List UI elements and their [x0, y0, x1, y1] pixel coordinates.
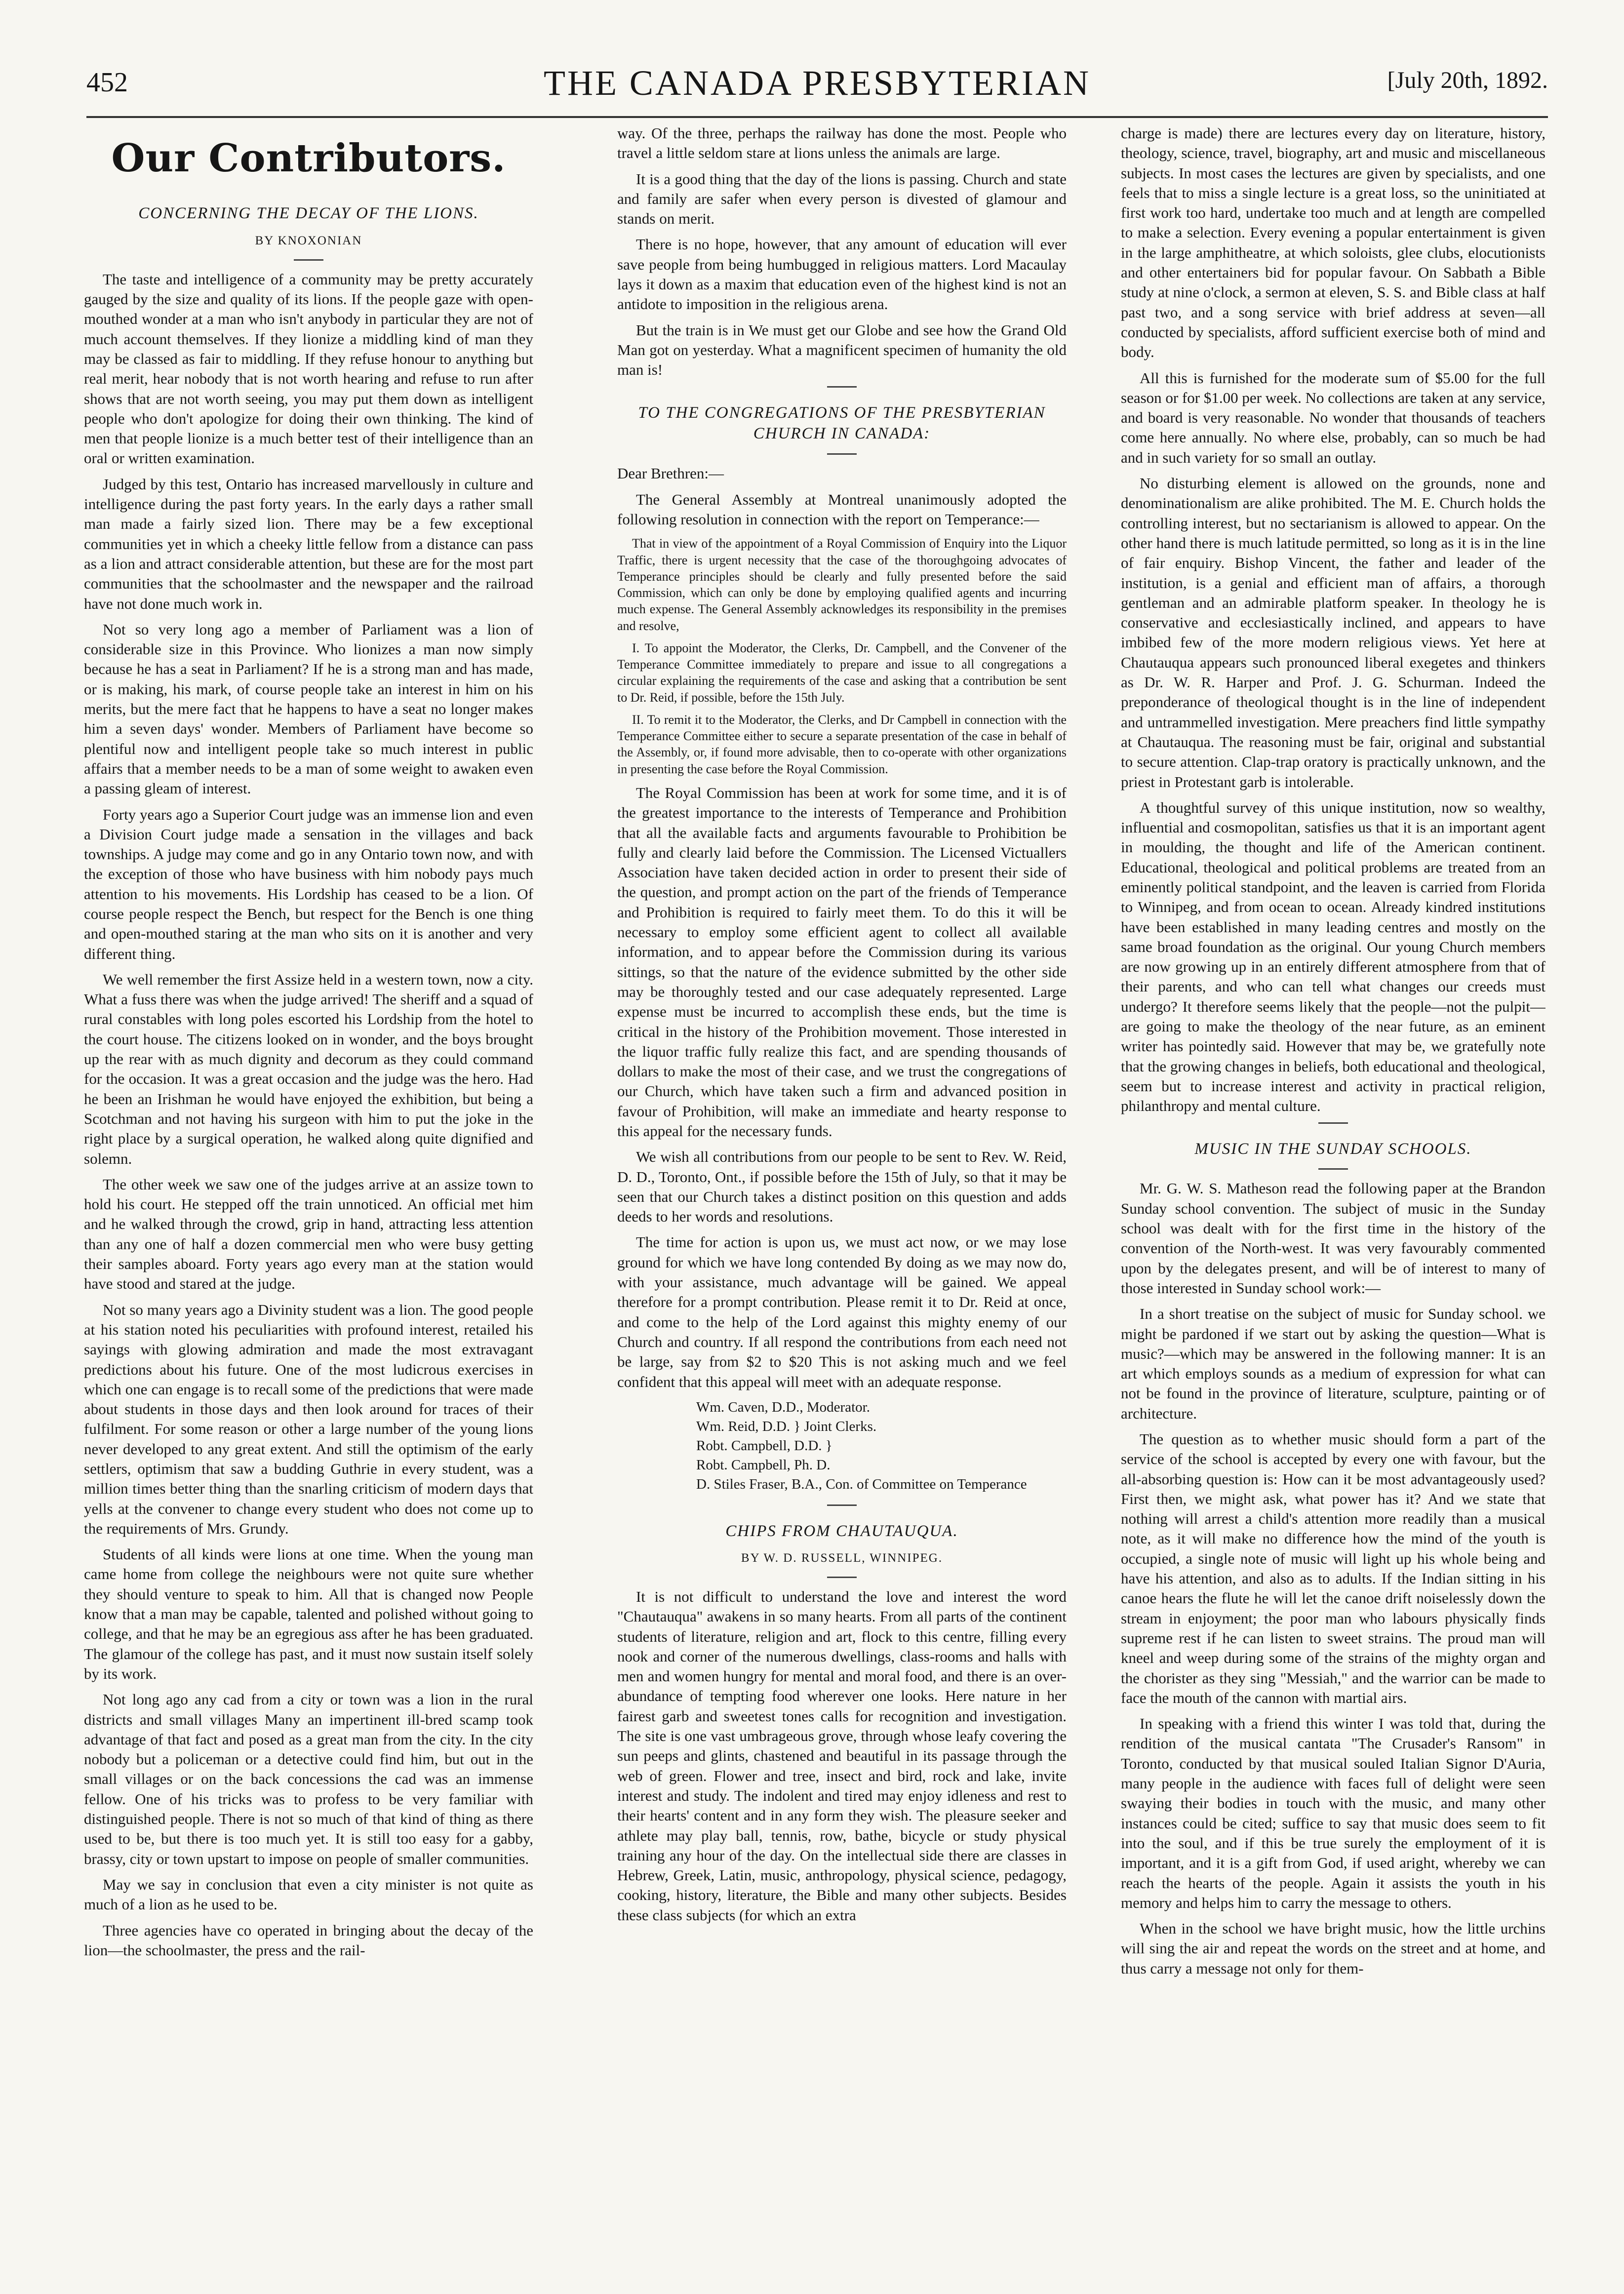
paragraph: In a short treatise on the subject of music for Sunday school. we might be pardoned if we start out by asking the question—What is music?—which may be answered in the following manner: It is an art which employs sounds as a medium of expression for what can not be found in the province of literature, sculpture, painting or of architecture. — [1121, 1305, 1545, 1422]
paragraph: way. Of the three, perhaps the railway has done the most. People who travel a little seldom stare at lions unless the animals are large. — [617, 124, 1067, 162]
column-2 — [617, 123, 1067, 2286]
article-title: CONCERNING THE DECAY OF THE LIONS. — [138, 204, 479, 223]
paragraph: We wish all contributions from our people to be sent to Rev. W. Reid, D. D., Toronto, Ont., if possible before the 15th of July, so that it may be seen that our Church takes a distinct position on this question and adds deeds to her words and resolutions. — [617, 1148, 1067, 1226]
paragraph: It is not difficult to understand the love and interest the word "Chautauqua" awakens in so many hearts. From all parts of the continent students of literature, religion and art, flock to this centre, filling every nook and corner of the numerous dwellings, class-rooms and halls with men and women hungry for mental and moral food, and there is an over-abundance of tempting food wherever one looks. Here nature in her fairest garb and sweetest tones calls for recognition and investigation. The site is one vast umbrageous grove, through whose leafy covering the sun peeps and glints, chastened and beautiful in its passage through the web of green. Flower and tree, insect and bird, rock and lake, invite interest and study. The indolent and tired may enjoy idleness and rest to their hearts' content and in any form they wish. The pleasure seeker and athlete may play ball, tennis, row, bathe, bicycle or study physical training any hour of the day. On the intellectual side there are classes in Hebrew, Greek, Latin, music, anthropology, physical science, pedagogy, cooking, history, literature, the Bible and many other subjects. Besides these class subjects (for which an extra — [617, 1587, 1067, 1924]
paragraph: The General Assembly at Montreal unanimously adopted the following resolution in connection with the report on Temperance:— — [617, 490, 1067, 528]
signature-line: Wm. Caven, D.D., Moderator. — [696, 1399, 870, 1415]
paragraph: There is no hope, however, that any amount of education will ever save people from being humbugged in religious matters. Lord Macaulay lays it down as a maxim that education even of the highest kind is not an antidote to imposition in the religious arena. — [617, 236, 1067, 313]
paragraph: When in the school we have bright music, how the little urchins will sing the air and repeat the words on the street and at home, and thus carry a message not only for them- — [1121, 1920, 1545, 1977]
divider — [1318, 1168, 1348, 1170]
paragraph: The time for action is upon us, we must act now, or we may lose ground for which we have long contended By doing as we may now do, with your assistance, much advantage will be gained. We appeal therefore for a prompt contribution. Please remit it to Dr. Reid at once, and come to the help of the Lord against this mighty enemy of our Church and country. If all respond the contributions from each need not be large, say from $2 to $20 This is not asking much and we feel confident that this appeal will meet with an adequate response. — [617, 1233, 1067, 1390]
paragraph: We well remember the first Assize held in a western town, now a city. What a fuss there was when the judge arrived! The sheriff and a squad of rural constables with long poles escorted his Lordship from the hotel to the court house. The citizens looked on in wonder, and the boys brought up the rear with as much dignity and decorum as they could command for the occasion. It was a great occasion and the judge was the hero. Had he been an Irishman he would have enjoyed the exhibition, but being a Scotchman and not having his surgeon with him to put the joke in the right place by a surgical operation, he walked along quite dignified and solemn. — [84, 970, 533, 1167]
article-byline: BY KNOXONIAN — [255, 234, 362, 248]
masthead-rule — [86, 116, 1548, 118]
column-1 — [84, 123, 533, 2286]
paragraph: The question as to whether music should form a part of the service of the school is accepted by every one with favour, but the all-absorbing question is: How can it be most advantageously used? First then, we might ask, what power has it? And we state that nothing will arrest a child's attention more readily than a musical note, as it will make no difference how the mind of the youth is occupied, a single note of music will light up his whole being and have his attention, and also as to adults. If the Indian sitting in his canoe hears the flute he will let the canoe drift noiselessly down the stream in enjoyment; the poor man who labours physically finds supreme rest if he can listen to sweet strains. The proud man will kneel and weep during some of the strains of the mighty organ and the chorister as they sing "Messiah," and the warrior can be made to face the mouth of the cannon with martial airs. — [1121, 1430, 1545, 1706]
divider — [827, 386, 857, 388]
paragraph: Not so very long ago a member of Parliament was a lion of considerable size in this Province. Who lionizes a man now simply because he has a seat in Parliament? If he is a strong man and has made, or is making, his mark, of course people take an interest in him on his merits, but the mere fact that he happens to have a seat no longer makes him a seven days' wonder. Members of Parliament have become so plentiful now and intelligent people take so much interest in public affairs that a member needs to be a man of some weight to awaken even a passing gleam of interest. — [84, 620, 533, 797]
paragraph: Not long ago any cad from a city or town was a lion in the rural districts and small villages Many an impertinent ill-bred scamp took advantage of that fact and posed as a great man from the city. In the city nobody but a policeman or a detective could find him, but out in the small villages or on the back concessions the cad was an immense fellow. One of his tricks was to profess to be very familiar with distinguished people. There is not so much of that kind of thing as there used to be, but there is too much yet. It is still too easy for a gabby, brassy, city or town upstart to impose on people of smaller communities. — [84, 1691, 533, 1867]
article-title: TO THE CONGREGATIONS OF THE PRESBYTERIAN CHURCH IN CANADA: — [638, 403, 1046, 443]
paragraph: Not so many years ago a Divinity student was a lion. The good people at his station noted his peculiarities with profound interest, retailed his sayings with glowing admiration and made the most extravagant predictions about his future. One of the most ludicrous exercises in which one can engage is to recall some of the predictions that were made about students in those days and then look around for traces of their fulfilment. For some reason or other a large number of the young lions never developed to any great extent. And still the optimism of the early settlers, optimism that saw a budding Guthrie in every student, was a million times better thing than the snarling criticism of modern days that yells at the convener to change every student who does not come up to the requirements of Mrs. Grundy. — [84, 1301, 533, 1537]
signature-line: Wm. Reid, D.D. } Joint Clerks. — [696, 1419, 877, 1434]
article-title: MUSIC IN THE SUNDAY SCHOOLS. — [1194, 1140, 1472, 1158]
paragraph: Students of all kinds were lions at one time. When the young man came home from college the neighbours were not quite sure whether they should venture to speak to him. All that is changed now People know that a man may be capable, talented and polished without going to college, and that he may be an egregious ass after he has been graduated. The glamour of the college has past, and it must now sustain itself solely by its work. — [84, 1545, 533, 1682]
newspaper-title: THE CANADA PRESBYTERIAN — [543, 63, 1091, 103]
resolution-paragraph: II. To remit it to the Moderator, the Clerks, and Dr Campbell in connection with the Temperance Committee either to secure a separate presentation of the case in behalf of the Assembly, or, if found more advisable, then to co-operate with other organizations in presenting the case before the Royal Commission. — [617, 712, 1067, 776]
signature-line: Robt. Campbell, D.D. } — [696, 1438, 832, 1454]
page-number: 452 — [86, 67, 128, 98]
column-3 — [1121, 123, 1545, 2286]
paragraph: A thoughtful survey of this unique institution, now so wealthy, influential and cosmopolitan, satisfies us that it is an important agent in moulding, the thought and life of the American continent. Educational, theological and political problems are treated from an eminently political standpoint, and the leaven is carried from Florida to Winnipeg, and from ocean to ocean. Already kindred institutions have been established in many leading centres and mostly on the same broad foundation as the original. Our young Church members are now growing up in an entirely different atmosphere from that of their parents, and who can tell what changes our creeds must undergo? It therefore seems likely that the people—not the pulpit—are going to make the theology of the near future, as an eminent writer has pointedly said. However that may be, we gratefully note that the growing changes in beliefs, both educational and theological, seem but to increase interest and activity in practical religion, philanthropy and mental culture. — [1121, 798, 1545, 1115]
article-title: CHIPS FROM CHAUTAUQUA. — [725, 1522, 958, 1540]
signature-line: Robt. Campbell, Ph. D. — [696, 1457, 831, 1473]
section-heading: Our Contributors. — [111, 136, 506, 181]
signature-block — [696, 1398, 1067, 1495]
paragraph: charge is made) there are lectures every day on literature, history, theology, science, travel, biography, art and music and miscellaneous subjects. In most cases the lectures are given by specialists, and one feels that to miss a single lecture is a great loss, so the uninitiated at first work too hard, undertake too much and at length are compelled to make a selection. Every evening a popular entertainment is given in the large amphitheatre, at which soloists, glee clubs, elocutionists and other entertainers bid for popular favour. On Sabbath a Bible study at nine o'clock, a sermon at eleven, S. S. and Bible class at half past two, and a song service with brief address at seven—all conducted by specialists, afford sufficient exercise both of mind and body. — [1121, 124, 1545, 361]
divider — [1318, 1122, 1348, 1124]
resolution-paragraph: I. To appoint the Moderator, the Clerks, Dr. Campbell, and the Convener of the Temperance Committee immediately to prepare and issue to all congregations a circular explaining the requirements of the case and asking that a contribution be sent to Dr. Reid, if possible, before the 15th July. — [617, 640, 1067, 705]
divider — [827, 1577, 857, 1578]
paragraph: Judged by this test, Ontario has increased marvellously in culture and intelligence during the past forty years. In the early days a rather small man made a fairly sized lion. There may be a few exceptional communities yet in which a cheeky little fellow from a distance can pass as a lion and attract considerable attention, but these are for the most part communities that the schoolmaster and the newspaper and the railroad have not done much work in. — [84, 475, 533, 612]
paragraph: It is a good thing that the day of the lions is passing. Church and state and family are safer when every person is divested of glamour and stands on merit. — [617, 170, 1067, 228]
paragraph: No disturbing element is allowed on the grounds, none and denominationalism are alike prohibited. The M. E. Church holds the controlling interest, but no sectarianism is allowed to appear. On the other hand there is much latitude permitted, so long as it is in the line of fair enquiry. Bishop Vincent, the father and leader of the institution, is a genial and efficient man of affairs, a thorough gentleman and an admirable platform speaker. In theology he is conservative and ecclesiastically inclined, and appears to have imbibed few of the more modern religious views. Yet here at Chautauqua appears such pronounced liberal exegetes and thinkers as Dr. W. R. Harper and Prof. J. G. Schurman. Indeed the preponderance of theological thought is in the line of independent and untrammelled investigation. Mere preachers find little sympathy at Chautauqua. The reasoning must be fair, original and substantial to secure attention. Clap-trap oratory is practically unknown, and the priest in Protestant garb is intolerable. — [1121, 475, 1545, 791]
paragraph: Forty years ago a Superior Court judge was an immense lion and even a Division Court judge made a sensation in the villages and back townships. A judge may come and go in any Ontario town now, and with the exception of those who have business with him nobody pays much attention to his movements. His Lordship has ceased to be a lion. Of course people respect the Bench, but respect for the Bench is one thing and open-mouthed staring at the man who sits on it is another and very different thing. — [84, 805, 533, 962]
paragraph: Three agencies have co operated in bringing about the decay of the lion—the schoolmaster, the press and the rail- — [84, 1921, 533, 1959]
divider — [294, 259, 323, 261]
paragraph: Mr. G. W. S. Matheson read the following paper at the Brandon Sunday school convention. The subject of music in the Sunday school was dealt with for the first time in the history of the convention of the North-west. It was very favourably commented upon by the delegates present, and will be of interest to many of those interested in Sunday school work:— — [1121, 1180, 1545, 1297]
paragraph: The other week we saw one of the judges arrive at an assize town to hold his court. He stepped off the train unnoticed. An official met him and he walked through the crowd, grip in hand, attracting less attention than any one of half a dozen commercial men who were busy getting their samples aboard. Forty years ago every man at the station would have stood and stared at the judge. — [84, 1175, 533, 1293]
signature-line: D. Stiles Fraser, B.A., Con. of Committee on Temperance — [696, 1476, 1027, 1493]
resolution-paragraph: That in view of the appointment of a Royal Commission of Enquiry into the Liquor Traffic, there is urgent necessity that the case of the thoroughgoing advocates of Temperance principles should be clearly and fully presented before the said Commission, which can only be done by employing qualified agents and incurring much expense. The General Assembly acknowledges its responsibility in the premises and resolve, — [617, 536, 1067, 633]
paragraph: In speaking with a friend this winter I was told that, during the rendition of the musical cantata "The Crusader's Ransom" in Toronto, conducted by that musical souled Italian Signor D'Auria, many people in the audience with faces full of delight were seen swaying their bodies in touch with the music, and many other instances could be cited; suffice to say that music does seem to fit into the soul, and if this be true surely the employment of it is important, and it is a gift from God, if used aright, whereby we can reach the hearts of the people. Again it assists the youth in his memory and helps him to carry the message to others. — [1121, 1715, 1545, 1911]
paragraph: The Royal Commission has been at work for some time, and it is of the greatest importance to the interests of Temperance and Prohibition that all the available facts and arguments favourable to Prohibition be fully and clearly laid before the Commission. The Licensed Victuallers Association have taken decided action in order to present their side of the question, and prompt action on the part of the friends of Temperance and Prohibition is required to fairly meet them. To do this it will be necessary to employ some efficient agent to collect all available information, and to appear before the Commission during its various sittings, so that the nature of the evidence submitted by the other side may be thoroughly tested and our case adequately represented. Large expense must be incurred to accomplish these ends, but the time is critical in the history of the Prohibition movement. Those interested in the liquor traffic fully realize this fact, and are spending thousands of dollars to make the most of their case, and we trust the congregations of our Church, which have taken such a firm and advanced position in favour of Prohibition, will make an immediate and hearty response to this appeal for the necessary funds. — [617, 784, 1067, 1140]
divider — [827, 453, 857, 455]
paragraph: May we say in conclusion that even a city minister is not quite as much of a lion as he used to be. — [84, 1875, 533, 1913]
masthead — [86, 63, 1548, 111]
salutation: Dear Brethren:— — [617, 465, 724, 482]
article-byline: BY W. D. RUSSELL, WINNIPEG. — [741, 1551, 943, 1565]
issue-date: [July 20th, 1892. — [1387, 67, 1548, 93]
divider — [827, 1504, 857, 1506]
paragraph: But the train is in We must get our Globe and see how the Grand Old Man got on yesterday. What a magnificent specimen of humanity the old man is! — [617, 321, 1067, 379]
resolution-text — [617, 535, 1067, 777]
paragraph: All this is furnished for the moderate sum of $5.00 for the full season or for $1.00 per week. No collections are taken at any service, and board is very reasonable. No wonder that thousands of teachers come here annually. No where else, probably, can so much be had and in such variety for so small an outlay. — [1121, 369, 1545, 466]
paragraph: The taste and intelligence of a community may be pretty accurately gauged by the size and quality of its lions. If the people gaze with open-mouthed wonder at a man who isn't anybody in particular they are not of much account themselves. If they lionize a middling kind of man they may be classed as fair to middling. If they refuse honour to anything but real merit, hear nobody that is not worth hearing and refuse to run after shows that are not worth seeing, you may put them down as intelligent people who don't apologize for doing their own thinking. The kind of men that people lionize is a much better test of their intelligence than an oral or written examination. — [84, 270, 533, 467]
